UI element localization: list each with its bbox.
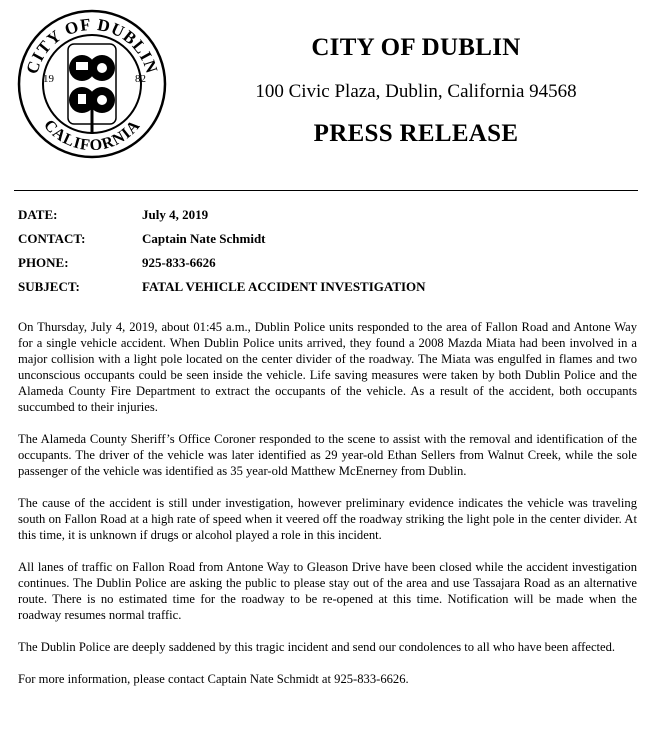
seal-year-left: 19 (43, 73, 54, 85)
meta-value: July 4, 2019 (142, 207, 209, 222)
meta-value: Captain Nate Schmidt (142, 231, 266, 246)
city-name: CITY OF DUBLIN (311, 34, 521, 61)
body-paragraph: On Thursday, July 4, 2019, about 01:45 a.m., Dublin Police units responded to the area of Fallon Road and Antone Way for a single vehicle accident. When Dublin Police units arrived, they found a 2008 Mazda Miata had been involved in a major collision with a light pole located on the center divider of the roadway. The Miata was engulfed in flames and two unconscious occupants could be seen inside the vehicle. Life saving measures were taken by both Dublin Police and the Alameda County Fire Department to extract the occupants of the vehicle. As a result of the accident, both occupants succumbed to their injuries. (18, 320, 637, 414)
meta-value: 925-833-6626 (142, 255, 216, 270)
release-metadata (18, 205, 638, 301)
meta-label: DATE: (18, 207, 58, 222)
release-body (18, 319, 637, 703)
meta-label: CONTACT: (18, 231, 86, 246)
body-paragraph: For more information, please contact Captain Nate Schmidt at 925-833-6626. (18, 672, 409, 686)
meta-label: SUBJECT: (18, 279, 80, 294)
document-type-title: PRESS RELEASE (313, 120, 519, 147)
meta-row-date (18, 205, 638, 229)
meta-row-subject (18, 277, 638, 301)
meta-label: PHONE: (18, 255, 69, 270)
meta-row-contact (18, 229, 638, 253)
svg-text:CALIFORNIA: CALIFORNIA (40, 116, 144, 155)
svg-text:CITY OF DUBLIN: CITY OF DUBLIN (22, 14, 162, 77)
city-address: 100 Civic Plaza, Dublin, California 94568 (255, 81, 577, 102)
body-paragraph: The cause of the accident is still under investigation, however preliminary evidence indicates the vehicle was traveling south on Fallon Road at a high rate of speed when it veered off the roadway striking the light pole in the center divider. At this time, it is unknown if drugs or alcohol played a role in this incident. (18, 496, 637, 542)
meta-value: FATAL VEHICLE ACCIDENT INVESTIGATION (142, 279, 426, 294)
body-paragraph: The Dublin Police are deeply saddened by this tragic incident and send our condolences to all who have been affected. (18, 640, 616, 654)
header-divider (14, 190, 638, 191)
seal-year-right: 82 (135, 73, 146, 85)
body-paragraph: The Alameda County Sheriff’s Office Coroner responded to the scene to assist with the removal and identification of the occupants. The driver of the vehicle was later identified as 29 year-old Ethan Sellers from Walnut Creek, while the sole passenger of the vehicle was identified as 35 year-old Matthew McEnerney from Dublin. (18, 432, 637, 478)
body-paragraph: All lanes of traffic on Fallon Road from Antone Way to Gleason Drive have been closed while the accident investigation continues. The Dublin Police are asking the public to please stay out of the area and use Tassajara Road as an alternative route. There is no estimated time for the roadway to be re-opened at this time. Notification will be made when the roadway resumes normal traffic. (18, 560, 637, 622)
meta-row-phone (18, 253, 638, 277)
